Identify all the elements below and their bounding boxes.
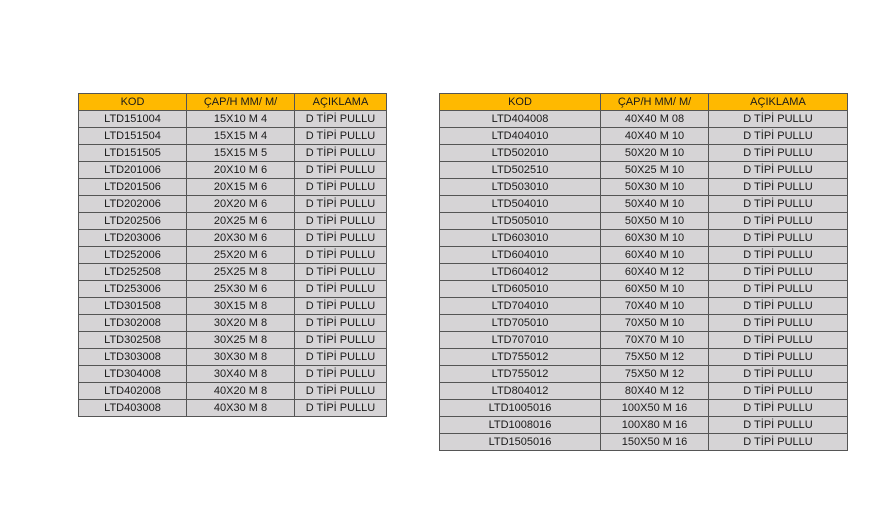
cell-kod: LTD604012 <box>440 264 601 281</box>
cell-kod: LTD755012 <box>440 366 601 383</box>
cell-aciklama: D TİPİ PULLU <box>709 111 848 128</box>
cell-kod: LTD604010 <box>440 247 601 264</box>
table-row <box>440 417 848 434</box>
table-row <box>79 196 387 213</box>
table-row <box>79 383 387 400</box>
table-row <box>440 349 848 366</box>
cell-aciklama: D TİPİ PULLU <box>709 179 848 196</box>
cell-cap: 20X15 M 6 <box>187 179 295 196</box>
cell-kod: LTD252006 <box>79 247 187 264</box>
header-aciklama: AÇIKLAMA <box>295 94 387 111</box>
cell-kod: LTD755012 <box>440 349 601 366</box>
cell-cap: 30X40 M 8 <box>187 366 295 383</box>
cell-aciklama: D TİPİ PULLU <box>709 434 848 451</box>
cell-cap: 60X50 M 10 <box>601 281 709 298</box>
product-table-right <box>439 93 848 451</box>
cell-cap: 50X40 M 10 <box>601 196 709 213</box>
table-row <box>440 247 848 264</box>
cell-cap: 40X20 M 8 <box>187 383 295 400</box>
cell-aciklama: D TİPİ PULLU <box>295 315 387 332</box>
cell-kod: LTD502010 <box>440 145 601 162</box>
cell-kod: LTD605010 <box>440 281 601 298</box>
cell-aciklama: D TİPİ PULLU <box>295 400 387 417</box>
table-row <box>440 230 848 247</box>
header-kod: KOD <box>440 94 601 111</box>
cell-kod: LTD151505 <box>79 145 187 162</box>
cell-aciklama: D TİPİ PULLU <box>709 349 848 366</box>
header-aciklama: AÇIKLAMA <box>709 94 848 111</box>
cell-kod: LTD304008 <box>79 366 187 383</box>
cell-cap: 15X15 M 5 <box>187 145 295 162</box>
table-row <box>440 213 848 230</box>
cell-aciklama: D TİPİ PULLU <box>709 128 848 145</box>
cell-cap: 25X25 M 8 <box>187 264 295 281</box>
cell-aciklama: D TİPİ PULLU <box>709 315 848 332</box>
cell-cap: 100X50 M 16 <box>601 400 709 417</box>
cell-kod: LTD603010 <box>440 230 601 247</box>
cell-cap: 40X40 M 10 <box>601 128 709 145</box>
cell-aciklama: D TİPİ PULLU <box>709 417 848 434</box>
cell-kod: LTD503010 <box>440 179 601 196</box>
cell-aciklama: D TİPİ PULLU <box>709 213 848 230</box>
cell-cap: 15X15 M 4 <box>187 128 295 145</box>
cell-kod: LTD704010 <box>440 298 601 315</box>
cell-aciklama: D TİPİ PULLU <box>295 298 387 315</box>
cell-kod: LTD302508 <box>79 332 187 349</box>
product-table-left <box>78 93 387 417</box>
cell-kod: LTD1005016 <box>440 400 601 417</box>
cell-cap: 15X10 M 4 <box>187 111 295 128</box>
cell-aciklama: D TİPİ PULLU <box>295 162 387 179</box>
cell-cap: 60X40 M 10 <box>601 247 709 264</box>
table-row <box>79 315 387 332</box>
cell-aciklama: D TİPİ PULLU <box>709 332 848 349</box>
cell-aciklama: D TİPİ PULLU <box>295 383 387 400</box>
table-row <box>440 383 848 400</box>
cell-kod: LTD201006 <box>79 162 187 179</box>
header-cap: ÇAP/H MM/ M/ <box>601 94 709 111</box>
cell-cap: 70X70 M 10 <box>601 332 709 349</box>
cell-aciklama: D TİPİ PULLU <box>295 281 387 298</box>
cell-aciklama: D TİPİ PULLU <box>295 111 387 128</box>
cell-cap: 75X50 M 12 <box>601 366 709 383</box>
cell-cap: 100X80 M 16 <box>601 417 709 434</box>
cell-cap: 60X30 M 10 <box>601 230 709 247</box>
cell-aciklama: D TİPİ PULLU <box>709 247 848 264</box>
table-row <box>440 196 848 213</box>
cell-aciklama: D TİPİ PULLU <box>709 145 848 162</box>
header-kod: KOD <box>79 94 187 111</box>
cell-aciklama: D TİPİ PULLU <box>709 230 848 247</box>
table-row <box>440 128 848 145</box>
cell-cap: 75X50 M 12 <box>601 349 709 366</box>
table-row <box>440 162 848 179</box>
table-row <box>79 213 387 230</box>
table-row <box>79 128 387 145</box>
table-row <box>79 145 387 162</box>
table-row <box>440 179 848 196</box>
cell-aciklama: D TİPİ PULLU <box>295 179 387 196</box>
cell-aciklama: D TİPİ PULLU <box>295 196 387 213</box>
cell-kod: LTD707010 <box>440 332 601 349</box>
table-row <box>440 111 848 128</box>
cell-cap: 20X30 M 6 <box>187 230 295 247</box>
cell-aciklama: D TİPİ PULLU <box>295 264 387 281</box>
cell-cap: 80X40 M 12 <box>601 383 709 400</box>
table-row <box>79 298 387 315</box>
cell-cap: 150X50 M 16 <box>601 434 709 451</box>
cell-kod: LTD705010 <box>440 315 601 332</box>
cell-kod: LTD202006 <box>79 196 187 213</box>
cell-cap: 60X40 M 12 <box>601 264 709 281</box>
cell-kod: LTD504010 <box>440 196 601 213</box>
cell-kod: LTD404008 <box>440 111 601 128</box>
cell-cap: 50X20 M 10 <box>601 145 709 162</box>
table-row <box>79 332 387 349</box>
header-cap: ÇAP/H MM/ M/ <box>187 94 295 111</box>
cell-cap: 30X20 M 8 <box>187 315 295 332</box>
cell-cap: 30X30 M 8 <box>187 349 295 366</box>
cell-cap: 50X30 M 10 <box>601 179 709 196</box>
table-row <box>79 349 387 366</box>
cell-kod: LTD1505016 <box>440 434 601 451</box>
cell-kod: LTD502510 <box>440 162 601 179</box>
table-row <box>440 434 848 451</box>
cell-aciklama: D TİPİ PULLU <box>295 213 387 230</box>
cell-kod: LTD402008 <box>79 383 187 400</box>
cell-kod: LTD252508 <box>79 264 187 281</box>
cell-kod: LTD804012 <box>440 383 601 400</box>
cell-aciklama: D TİPİ PULLU <box>295 349 387 366</box>
cell-aciklama: D TİPİ PULLU <box>295 332 387 349</box>
table-row <box>440 400 848 417</box>
table-row <box>79 400 387 417</box>
cell-kod: LTD301508 <box>79 298 187 315</box>
cell-cap: 25X20 M 6 <box>187 247 295 264</box>
cell-kod: LTD1008016 <box>440 417 601 434</box>
table-body-right <box>440 111 848 451</box>
cell-kod: LTD303008 <box>79 349 187 366</box>
cell-kod: LTD404010 <box>440 128 601 145</box>
cell-kod: LTD202506 <box>79 213 187 230</box>
cell-kod: LTD151004 <box>79 111 187 128</box>
table-header-row <box>79 94 387 111</box>
cell-aciklama: D TİPİ PULLU <box>295 366 387 383</box>
cell-kod: LTD253006 <box>79 281 187 298</box>
cell-aciklama: D TİPİ PULLU <box>709 281 848 298</box>
table-row <box>79 162 387 179</box>
table-row <box>440 332 848 349</box>
table-header-row <box>440 94 848 111</box>
cell-kod: LTD203006 <box>79 230 187 247</box>
table-row <box>79 111 387 128</box>
table-body-left <box>79 111 387 417</box>
cell-kod: LTD151504 <box>79 128 187 145</box>
table-row <box>440 298 848 315</box>
table-row <box>79 247 387 264</box>
cell-aciklama: D TİPİ PULLU <box>295 247 387 264</box>
cell-kod: LTD403008 <box>79 400 187 417</box>
cell-cap: 20X10 M 6 <box>187 162 295 179</box>
table-row <box>440 366 848 383</box>
cell-kod: LTD201506 <box>79 179 187 196</box>
cell-cap: 40X40 M 08 <box>601 111 709 128</box>
cell-cap: 20X20 M 6 <box>187 196 295 213</box>
table-row <box>79 230 387 247</box>
cell-cap: 70X50 M 10 <box>601 315 709 332</box>
table-row <box>440 281 848 298</box>
cell-aciklama: D TİPİ PULLU <box>295 230 387 247</box>
cell-aciklama: D TİPİ PULLU <box>709 400 848 417</box>
table-row <box>440 315 848 332</box>
table-row <box>79 366 387 383</box>
cell-aciklama: D TİPİ PULLU <box>709 264 848 281</box>
cell-aciklama: D TİPİ PULLU <box>295 145 387 162</box>
cell-cap: 70X40 M 10 <box>601 298 709 315</box>
cell-cap: 30X25 M 8 <box>187 332 295 349</box>
cell-cap: 50X25 M 10 <box>601 162 709 179</box>
table-row <box>79 179 387 196</box>
cell-cap: 25X30 M 6 <box>187 281 295 298</box>
table-row <box>79 264 387 281</box>
cell-kod: LTD505010 <box>440 213 601 230</box>
cell-aciklama: D TİPİ PULLU <box>295 128 387 145</box>
cell-aciklama: D TİPİ PULLU <box>709 196 848 213</box>
table-row <box>440 264 848 281</box>
cell-cap: 50X50 M 10 <box>601 213 709 230</box>
cell-aciklama: D TİPİ PULLU <box>709 383 848 400</box>
table-row <box>79 281 387 298</box>
cell-aciklama: D TİPİ PULLU <box>709 366 848 383</box>
cell-cap: 40X30 M 8 <box>187 400 295 417</box>
cell-kod: LTD302008 <box>79 315 187 332</box>
cell-aciklama: D TİPİ PULLU <box>709 162 848 179</box>
table-row <box>440 145 848 162</box>
cell-cap: 30X15 M 8 <box>187 298 295 315</box>
cell-cap: 20X25 M 6 <box>187 213 295 230</box>
cell-aciklama: D TİPİ PULLU <box>709 298 848 315</box>
